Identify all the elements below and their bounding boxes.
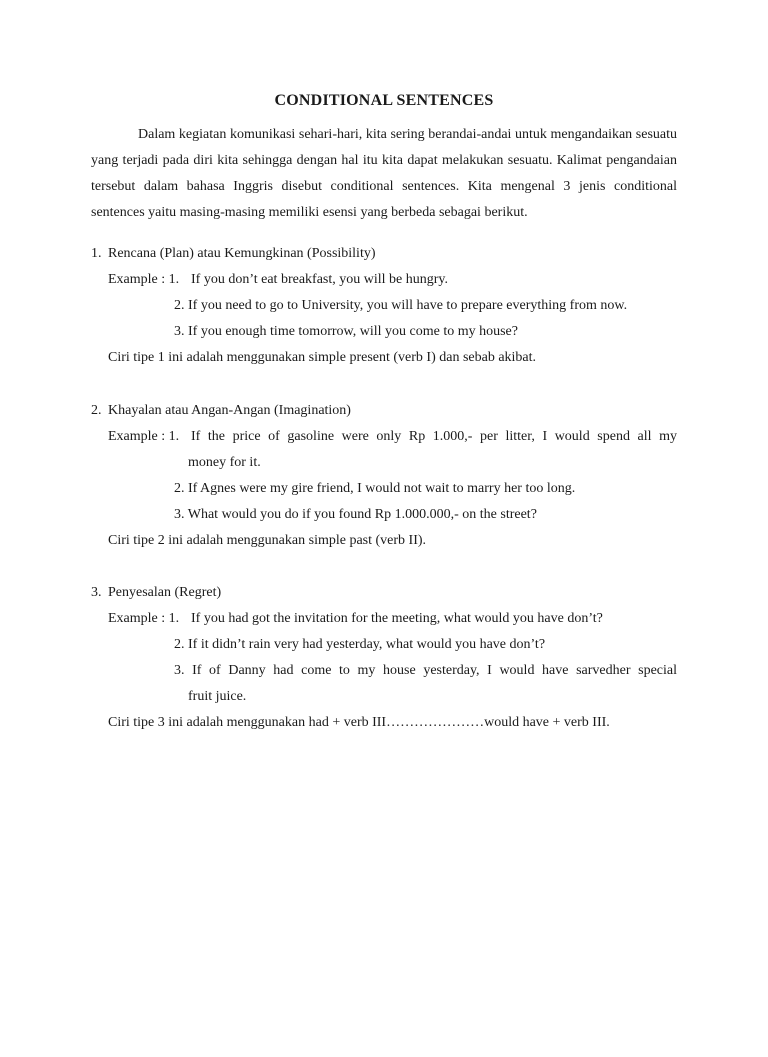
page-title: CONDITIONAL SENTENCES <box>274 92 494 109</box>
section-3-example-3: 3. If of Danny had come to my house yesterday, I would have sarvedher special <box>174 663 677 678</box>
section-1-example-3: 3. If you enough time tomorrow, will you come to my house? <box>174 324 518 339</box>
section-2-example-2: 2. If Agnes were my gire friend, I would not wait to marry her too long. <box>174 481 576 496</box>
section-2-example-1: If the price of gasoline were only Rp 1.000,- per litter, I would spend all my <box>191 429 677 444</box>
section-3-example-3-cont: fruit juice. <box>188 689 247 704</box>
section-3-heading: Penyesalan (Regret) <box>108 585 222 600</box>
section-1-example-label: Example : 1. <box>108 272 180 287</box>
section-2-note: Ciri tipe 2 ini adalah menggunakan simple past (verb II). <box>108 533 427 548</box>
section-1-example-1: If you don’t eat breakfast, you will be hungry. <box>191 272 448 287</box>
section-3-example-label: Example : 1. <box>108 611 180 626</box>
section-3-note: Ciri tipe 3 ini adalah menggunakan had + verb III…………………would have + verb III. <box>108 715 610 730</box>
section-2-number: 2. <box>91 403 102 418</box>
section-1-heading: Rencana (Plan) atau Kemungkinan (Possibility) <box>108 246 376 261</box>
section-3-example-1: If you had got the invitation for the meeting, what would you have don’t? <box>191 611 603 626</box>
section-1-note: Ciri tipe 1 ini adalah menggunakan simple present (verb I) dan sebab akibat. <box>108 350 537 365</box>
section-2-heading: Khayalan atau Angan-Angan (Imagination) <box>108 403 351 418</box>
section-2-example-3: 3. What would you do if you found Rp 1.000.000,- on the street? <box>174 507 537 522</box>
section-1-number: 1. <box>91 246 102 261</box>
intro-text: Dalam kegiatan komunikasi sehari-hari, kita sering berandai-andai untuk mengandaikan sesuatu yang terjadi pada diri kita sehingga dengan hal itu kita dapat melakukan sesuatu. Kalimat pengandaian tersebut dalam bahasa Inggris disebut conditional sentences. Kita mengenal 3 jenis conditional sentences yaitu masing-masing memiliki esensi yang berbeda sebagai berikut. <box>91 127 677 220</box>
section-3-number: 3. <box>91 585 102 600</box>
section-2-example-1-cont: money for it. <box>188 455 261 470</box>
section-2-example-label: Example : 1. <box>108 429 180 444</box>
intro-paragraph <box>91 122 677 226</box>
section-1-example-2: 2. If you need to go to University, you will have to prepare everything from now. <box>174 298 628 313</box>
section-3-example-2: 2. If it didn’t rain very had yesterday, what would you have don’t? <box>174 637 546 652</box>
